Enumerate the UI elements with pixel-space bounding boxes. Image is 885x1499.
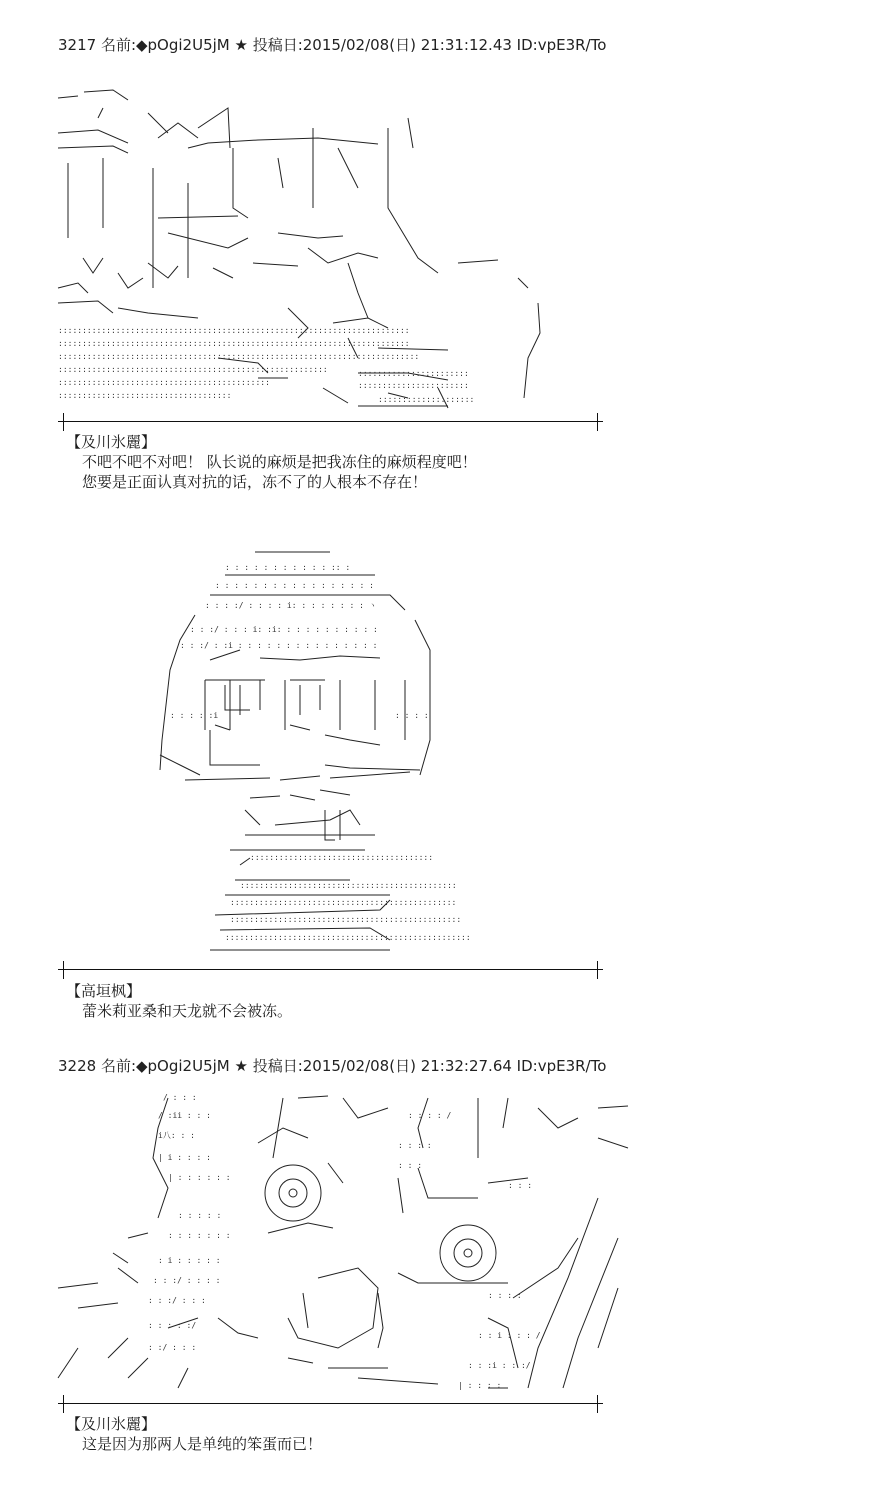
svg-text:: : :i : : :/: : : :i : : :/ — [468, 1361, 531, 1370]
svg-text:::::::::::::::::::::::::::::::: :::::::::::::::::::::::::::::::::::: — [58, 391, 232, 400]
svg-text:: : :: : : : — [398, 1161, 423, 1170]
ascii-art-panel-2 — [150, 540, 471, 965]
svg-text:::::::::::::::::::::::::::::::: :::::::::::::::::::::::::::::::::::::::::::::::: — [230, 915, 462, 924]
svg-text::::::::::::::::::::::::: ::::::::::::::::::::::: — [358, 369, 469, 378]
svg-text:: : :/ : : : i: :i: : : : : :: : : :/ : : : i: :i: : : : : : : : : : : — [190, 625, 378, 634]
svg-text:: : : : : : : : : : : : : : :: : : : : : : : : : : : : : : : : : — [215, 581, 374, 590]
svg-text:::::::::::::::::::::: :::::::::::::::::::: — [378, 395, 475, 404]
svg-text:| : : : :: | : : : : — [458, 1381, 502, 1390]
svg-text:| i : : : :: | i : : : : — [158, 1153, 211, 1162]
divider-3 — [58, 1395, 603, 1413]
svg-text:: : : :/ : : : : i: : : : : :: : : : :/ : : : : i: : : : : : : : ヽ — [205, 601, 377, 610]
svg-text:: : : : :: : : : : : — [178, 1211, 222, 1220]
dialogue-line: 不吧不吧不对吧！ 队长说的麻烦是把我冻住的麻烦程度吧！ — [82, 453, 477, 471]
ascii-art-panel-1 — [58, 88, 558, 413]
svg-text:::::::::::::::::::::::::::::::: ::::::::::::::::::::::::::::::::::::::::::::::::::: — [225, 933, 471, 942]
svg-text:: : : : : : : : : : : :: :: : : : : : : : : : : : :: : — [225, 563, 351, 572]
svg-text:: i : : : : :: : i : : : : : — [158, 1256, 221, 1265]
svg-text:: : :/ : : : :: : : :/ : : : : — [153, 1276, 221, 1285]
speaker-name: 【高垣枫】 — [66, 982, 142, 1000]
svg-text:: : i : : : /: : : i : : : / — [478, 1331, 541, 1340]
svg-text:::::::::::::::::::::::::::::::: :::::::::::::::::::::::::::::::::::::::::::::::::::::::: — [58, 365, 328, 374]
post-header-3217: 3217 名前:◆pOgi2U5jM ★ 投稿日:2015/02/08(日) 21:31:12.43 ID:vpE3R/To — [58, 36, 607, 54]
svg-text:: : : : /: : : : : / — [408, 1111, 452, 1120]
speaker-name: 【及川氷麗】 — [66, 1415, 157, 1433]
svg-text:: : : :: : : : : — [488, 1291, 522, 1300]
svg-text:::::::::::::::::::::::::::::::: :::::::::::::::::::::::::::::::::::::: — [250, 853, 434, 862]
svg-text:: : : :: : : : : — [398, 1141, 432, 1150]
speaker-name: 【及川氷麗】 — [66, 433, 157, 451]
svg-text:::::::::::::::::::::::::::::::: ::::::::::::::::::::::::::::::::::::::::::::::::::::::::::::::::::::::::: — [58, 326, 410, 335]
dialogue-line: 您要是正面认真对抗的话，冻不了的人根本不存在！ — [82, 473, 428, 491]
svg-text::::::::::::::::::::::::: ::::::::::::::::::::::: — [358, 381, 469, 390]
post-header-3228: 3228 名前:◆pOgi2U5jM ★ 投稿日:2015/02/08(日) 21:32:27.64 ID:vpE3R/To — [58, 1057, 607, 1075]
svg-text:: : : : : : :: : : : : : : : — [168, 1231, 231, 1240]
ascii-art-panel-3 — [58, 1088, 628, 1398]
svg-text:: : : :: : : : : — [395, 711, 429, 720]
svg-text:::::::::::::::::::::::::::::::: ::::::::::::::::::::::::::::::::::::::::::::::::::::::::::::::::::::::::: — [58, 339, 410, 348]
svg-text:: : : : :i: : : : : :i — [170, 711, 219, 720]
svg-text:::::::::::::::::::::::::::::::: :::::::::::::::::::::::::::::::::::::::::::: — [58, 378, 270, 387]
svg-text:| : : : : : :: | : : : : : : — [168, 1173, 231, 1182]
divider-1 — [58, 413, 603, 431]
divider-2 — [58, 961, 603, 979]
svg-text:::::::::::::::::::::::::::::::: ::::::::::::::::::::::::::::::::::::::::::::: — [240, 881, 457, 890]
svg-text:: : :/ : :i : : : : : : : : :: : : :/ : :i : : : : : : : : : : : : : : : — [180, 641, 378, 650]
svg-text:/ :ii : : :: / :ii : : : — [158, 1111, 211, 1120]
dialogue-line: 这是因为那两人是单纯的笨蛋而已！ — [82, 1435, 323, 1453]
svg-text:: :/ : : :: : :/ : : : — [148, 1343, 197, 1352]
svg-text:: : :: : : : — [508, 1181, 533, 1190]
svg-text:::::::::::::::::::::::::::::::: ::::::::::::::::::::::::::::::::::::::::::::::::::::::::::::::::::::::::::: — [58, 352, 420, 361]
svg-text:: : : : :/: : : : : :/ — [148, 1321, 197, 1330]
svg-text:i八: : :: i八: : : — [158, 1131, 195, 1140]
svg-text:::::::::::::::::::::::::::::::: ::::::::::::::::::::::::::::::::::::::::::::::: — [230, 898, 457, 907]
dialogue-line: 蕾米莉亚桑和天龙就不会被冻。 — [82, 1002, 293, 1020]
svg-text:: : :/ : : :: : : :/ : : : — [148, 1296, 206, 1305]
svg-text:/ : : :: / : : : — [163, 1093, 197, 1102]
